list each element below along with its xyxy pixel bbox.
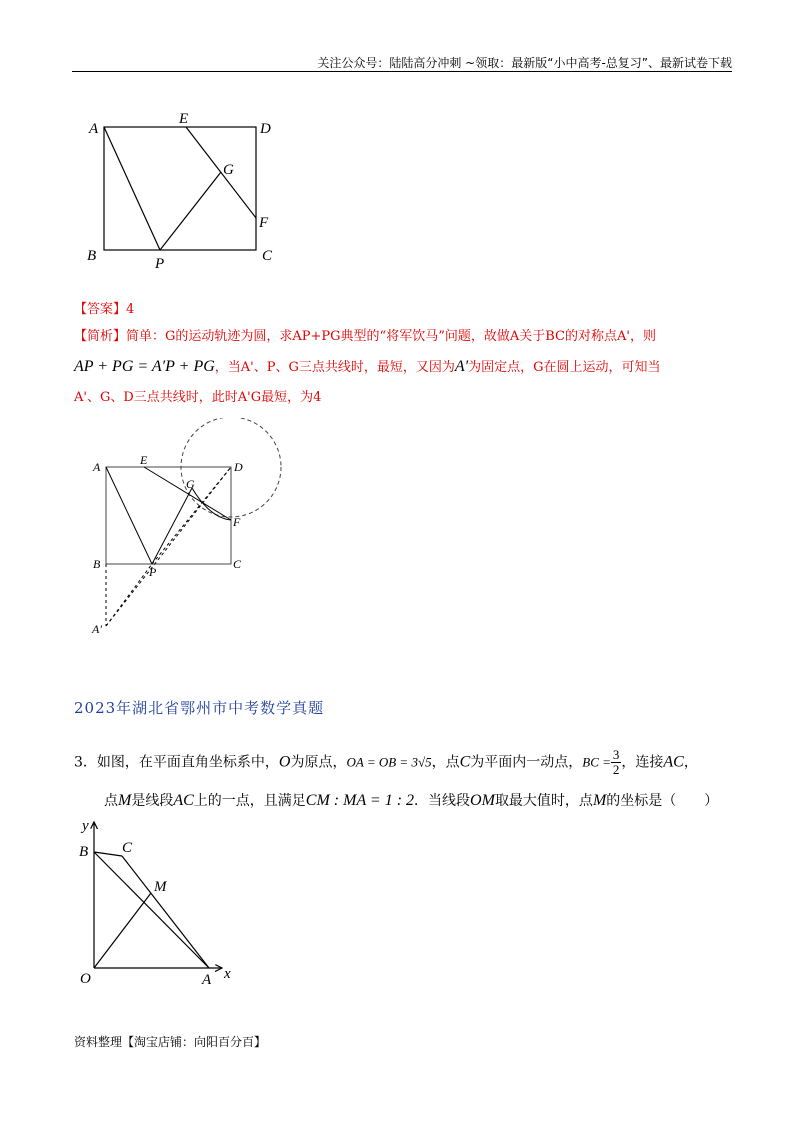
- label-a-3: A: [202, 972, 212, 988]
- segment-ab: [94, 852, 209, 968]
- segment-om: [94, 893, 151, 968]
- math-m: M: [118, 792, 132, 809]
- segment-ap-2: [106, 467, 152, 564]
- question-text: 上的一点，且满足: [193, 793, 306, 809]
- label-a-2: A: [93, 460, 101, 474]
- math-oa-ob: OA = OB = 3√5: [346, 754, 432, 770]
- segment-a-prime-p: [106, 564, 152, 626]
- question-text: ，连接: [621, 754, 664, 771]
- label-y: y: [82, 818, 89, 834]
- label-b-3: B: [79, 844, 89, 860]
- math-ac: AC: [663, 753, 684, 771]
- label-d-2: D: [234, 460, 243, 474]
- segment-pg-2: [152, 488, 192, 564]
- section-title: 2023年湖北省鄂州市中考数学真题: [74, 699, 325, 717]
- question-text: ，: [683, 754, 698, 771]
- analysis-line-3: A'、G、D三点共线时，此时A'G最短，为4: [74, 390, 322, 405]
- label-o-3: O: [80, 971, 91, 987]
- math-o: O: [278, 753, 291, 771]
- math-ratio: CM : MA = 1 : 2: [305, 792, 415, 809]
- label-d: D: [260, 121, 271, 137]
- segment-ap: [104, 127, 160, 250]
- question-text: 的坐标是（ ）: [606, 793, 719, 809]
- question-text: 为平面内一动点，: [470, 754, 583, 771]
- math-om: OM: [470, 792, 495, 809]
- fraction-3-2: [611, 748, 622, 777]
- label-c-3: C: [122, 840, 133, 856]
- segment-ef: [186, 127, 256, 218]
- label-g: G: [223, 162, 234, 178]
- label-x: x: [224, 966, 231, 982]
- page-footer: 资料整理【淘宝店铺：向阳百分百】: [74, 1035, 267, 1049]
- question-text: ．当线段: [414, 793, 471, 809]
- question-line-1: [74, 748, 754, 777]
- label-b-2: B: [93, 557, 101, 571]
- question-number: 3．: [74, 754, 97, 771]
- analysis-bracket: 【简析】: [74, 329, 127, 344]
- analysis-text-2b: 为固定点，G在圆上运动，可知当: [468, 360, 661, 375]
- question-text: ，点: [431, 754, 460, 771]
- answer-bracket: 【答案】: [74, 302, 127, 317]
- answer-line: [74, 298, 134, 317]
- question-text: 如图，在平面直角坐标系中，: [96, 754, 279, 771]
- label-p-2: P: [149, 565, 157, 579]
- label-c-2: C: [233, 557, 242, 571]
- segment-ef-2: [144, 467, 231, 520]
- analysis-text-2a: ，当A'、P、G三点共线时，最短，又因为: [214, 360, 455, 375]
- segment-a-prime-d: [106, 467, 231, 626]
- answer-value: 4: [126, 302, 135, 317]
- header-divider: [72, 71, 732, 72]
- question-text: 取最大值时，点: [494, 793, 593, 809]
- label-c: C: [262, 248, 273, 264]
- segment-pg: [160, 172, 221, 250]
- label-b: B: [87, 248, 97, 264]
- figure-solution-diagram: [85, 418, 290, 638]
- math-bc: BC =: [582, 754, 611, 770]
- label-g-2: G: [186, 477, 195, 491]
- question-text: 是线段: [131, 793, 174, 809]
- math-c: C: [459, 753, 471, 771]
- fraction-denominator: 2: [612, 762, 620, 777]
- page-header: 关注公众号：陆陆高分冲刺 ~领取：最新版“小中高考-总复习”、最新试卷下载: [317, 56, 732, 70]
- analysis-line-1: [74, 322, 734, 352]
- label-m-3: M: [154, 879, 167, 895]
- label-e-2: E: [140, 453, 148, 467]
- question-line-2: [104, 790, 754, 810]
- label-f-2: F: [233, 515, 241, 529]
- analysis-aprime: A′: [454, 358, 469, 375]
- label-f: F: [259, 215, 269, 231]
- figure-rectangle-abcd: [80, 110, 280, 275]
- label-e: E: [179, 111, 189, 127]
- math-ac: AC: [173, 792, 194, 809]
- analysis-line-2: [74, 352, 734, 383]
- question-text: 点: [104, 793, 118, 809]
- analysis-text-1: 简单：G的运动轨迹为圆，求AP+PG典型的“将军饮马”问题，故做A关于BC的对称点A'，则: [126, 329, 656, 344]
- figure-coordinate-plane: [72, 812, 252, 992]
- analysis-formula: AP + PG = A′P + PG: [74, 358, 215, 375]
- label-a: A: [89, 121, 99, 137]
- math-m: M: [592, 792, 607, 809]
- label-p: P: [155, 256, 165, 272]
- label-a-prime: A': [92, 622, 102, 636]
- segment-ca: [122, 856, 209, 968]
- fraction-numerator: 3: [612, 747, 620, 762]
- analysis-block: [74, 322, 734, 413]
- question-text: 为原点，: [290, 754, 347, 771]
